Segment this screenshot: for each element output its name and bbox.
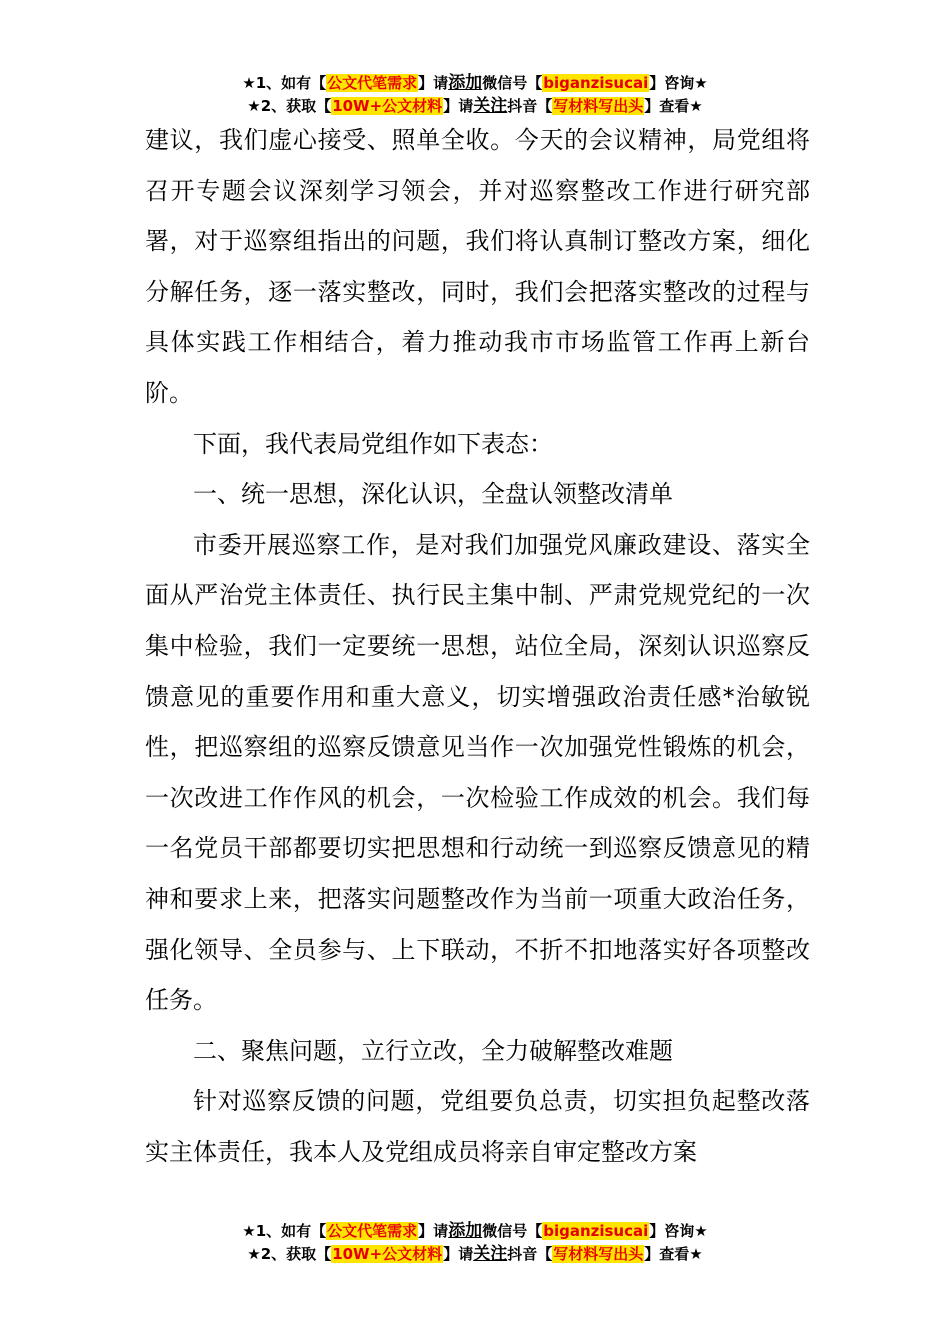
promo-text: 抖音【: [507, 97, 553, 115]
promo-line-1: [0, 72, 950, 95]
paragraph-continuation: 建议，我们虚心接受、照单全收。今天的会议精神，局党组将召开专题会议深刻学习领会，并对巡察整改工作进行研究部署，对于巡察组指出的问题，我们将认真制订整改方案，细化分解任务，逐一落实整改，同时，我们会把落实整改的过程与具体实践工作相结合，着力推动我市市场监管工作再上新台阶。: [145, 126, 810, 407]
promo-douyin-id: 写材料写出头: [553, 1245, 644, 1263]
promo-emphasis: 关注: [473, 1244, 508, 1264]
document-body: [145, 115, 810, 1177]
promo-text: 】请: [418, 1222, 449, 1240]
star-icon: ★: [242, 74, 256, 92]
star-icon: ★: [247, 1245, 261, 1263]
promo-wechat-id: biganzisucai: [543, 1222, 649, 1240]
promo-line-1: [0, 1220, 950, 1243]
promo-text: 2、获取【: [260, 97, 332, 115]
star-icon: ★: [694, 74, 708, 92]
promo-text: 】请: [443, 1245, 474, 1263]
promo-text: 抖音【: [507, 1245, 553, 1263]
promo-emphasis: 关注: [473, 96, 508, 116]
promo-emphasis: 添加: [448, 1221, 483, 1241]
star-icon: ★: [689, 97, 703, 115]
star-icon: ★: [242, 1222, 256, 1240]
promo-text: 微信号【: [482, 74, 543, 92]
promo-banner-top: [0, 72, 950, 118]
promo-text: 2、获取【: [260, 1245, 332, 1263]
paragraph-section-1: 市委开展巡察工作，是对我们加强党风廉政建设、落实全面从严治党主体责任、执行民主集中制、严肃党规党纪的一次集中检验，我们一定要统一思想，站位全局，深刻认识巡察反馈意见的重要作用和重大意义，切实增强政治责任感*治敏锐性，把巡察组的巡察反馈意见当作一次加强党性锻炼的机会，一次改进工作作风的机会，一次检验工作成效的机会。我们每一名党员干部都要切实把思想和行动统一到巡察反馈意见的精神和要求上来，把落实问题整改作为当前一项重大政治任务，强化领导、全员参与、上下联动，不折不扣地落实好各项整改任务。: [145, 530, 810, 1015]
section-heading-2: 二、聚焦问题，立行立改，全力破解整改难题: [193, 1036, 673, 1065]
star-icon: ★: [694, 1222, 708, 1240]
star-icon: ★: [247, 97, 261, 115]
promo-text: 】请: [418, 74, 449, 92]
star-icon: ★: [689, 1245, 703, 1263]
section-heading-1: 一、统一思想，深化认识，全盘认领整改清单: [193, 480, 673, 509]
promo-highlight: 公文代笔需求: [327, 74, 418, 92]
promo-text: 】咨询: [649, 74, 695, 92]
paragraph-intro: 下面，我代表局党组作如下表态：: [193, 429, 553, 458]
promo-text: 1、如有【: [255, 74, 327, 92]
promo-text: 微信号【: [482, 1222, 543, 1240]
promo-text: 】查看: [644, 97, 690, 115]
promo-highlight: 10W+公文材料: [332, 97, 443, 115]
promo-wechat-id: biganzisucai: [543, 74, 649, 92]
promo-highlight: 10W+公文材料: [332, 1245, 443, 1263]
promo-highlight: 公文代笔需求: [327, 1222, 418, 1240]
promo-emphasis: 添加: [448, 73, 483, 93]
promo-text: 1、如有【: [255, 1222, 327, 1240]
promo-banner-bottom: [0, 1220, 950, 1266]
promo-text: 】查看: [644, 1245, 690, 1263]
paragraph-section-2: 针对巡察反馈的问题，党组要负总责，切实担负起整改落实主体责任，我本人及党组成员将亲自审定整改方案: [145, 1087, 810, 1166]
promo-text: 】请: [443, 97, 474, 115]
promo-line-2: [0, 1243, 950, 1266]
promo-douyin-id: 写材料写出头: [553, 97, 644, 115]
promo-text: 】咨询: [649, 1222, 695, 1240]
